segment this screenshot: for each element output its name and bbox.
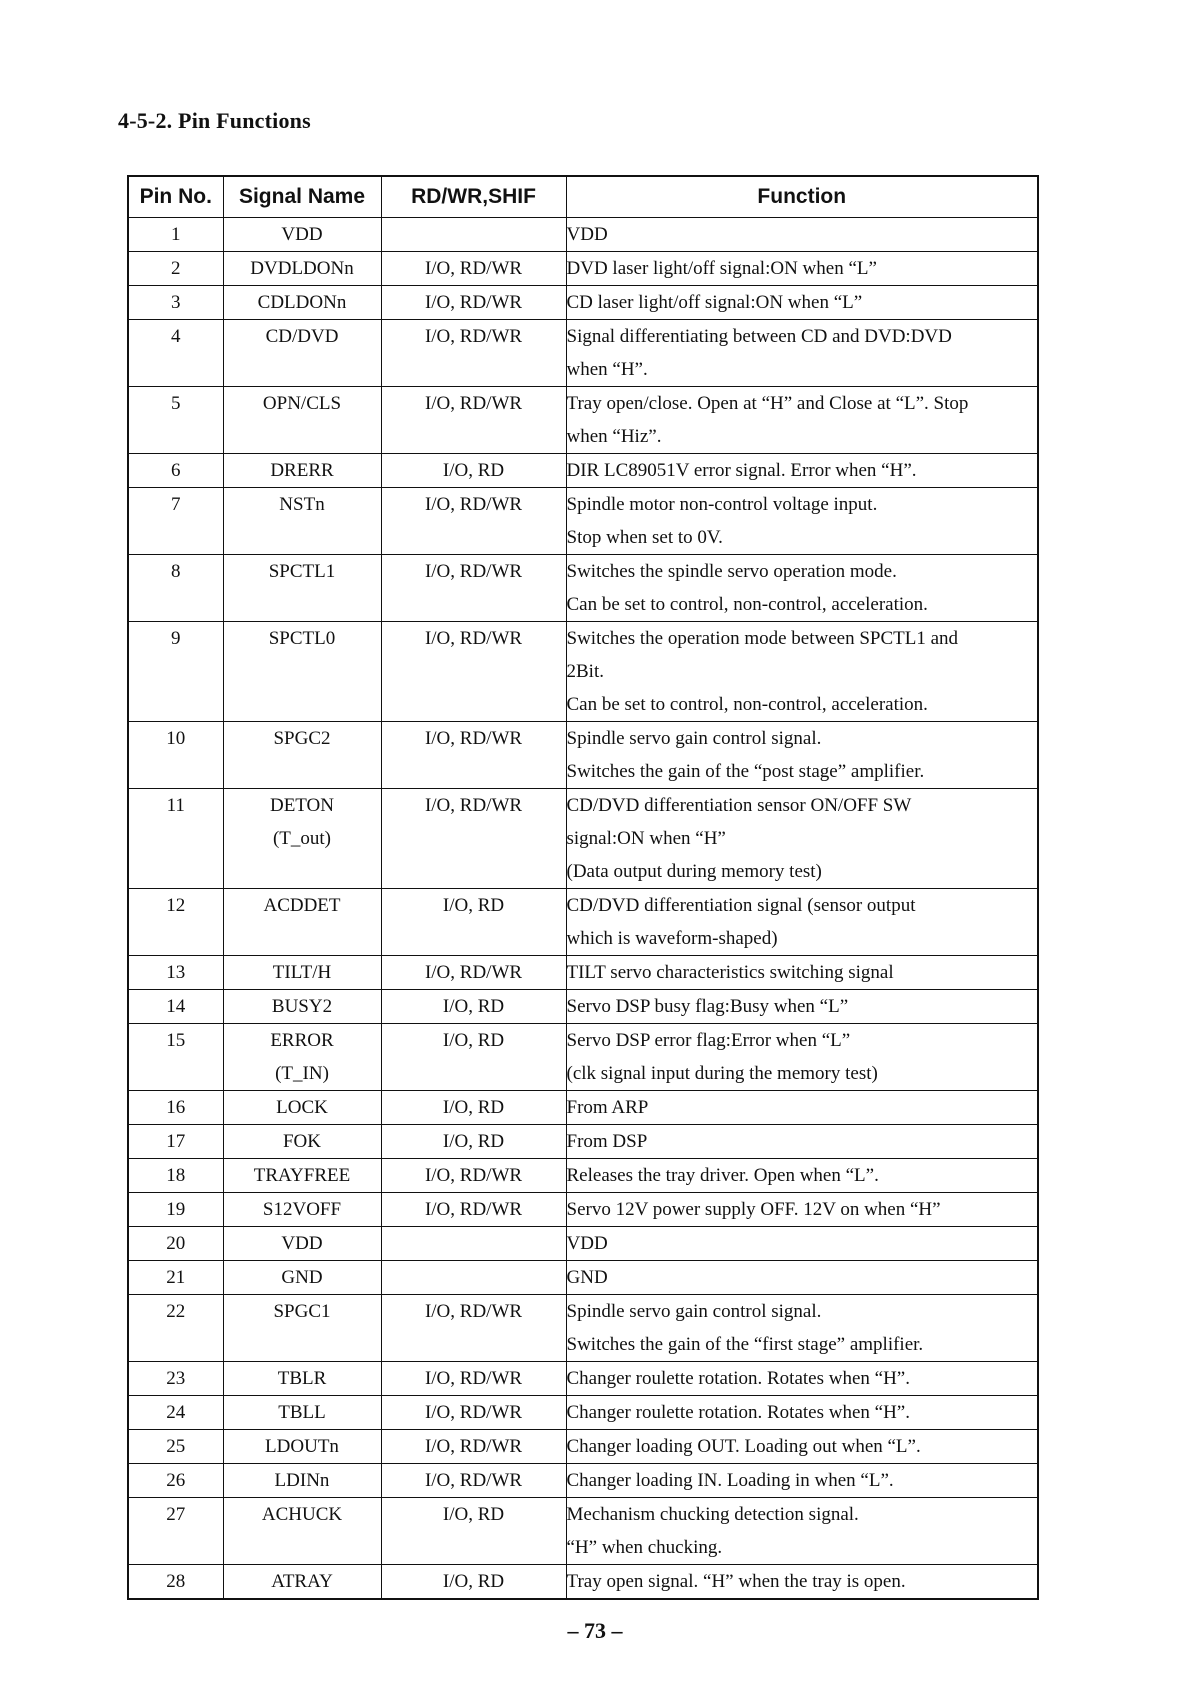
- signal-name-cell: [223, 454, 381, 488]
- function-line: GND: [566, 1267, 608, 1288]
- function-line: Changer roulette rotation. Rotates when “H”.: [566, 1368, 910, 1389]
- pin-number-cell: 3: [128, 286, 223, 320]
- signal-name-line: (T_IN): [275, 1063, 329, 1084]
- pin-number-cell: 26: [128, 1464, 223, 1498]
- rd-wr-cell: I/O, RD/WR: [381, 1396, 566, 1430]
- function-line: Mechanism chucking detection signal.: [566, 1504, 859, 1525]
- table-row: [128, 1295, 1038, 1362]
- table-body: [128, 218, 1038, 1600]
- function-line: CD laser light/off signal:ON when “L”: [566, 292, 863, 313]
- signal-name-cell: [223, 488, 381, 555]
- function-cell: [566, 387, 1038, 454]
- function-line: CD/DVD differentiation signal (sensor output: [566, 895, 916, 916]
- function-line: (Data output during memory test): [566, 861, 822, 882]
- page-number: – 73 –: [567, 1618, 623, 1643]
- function-line: Servo DSP busy flag:Busy when “L”: [566, 996, 849, 1017]
- function-cell: [566, 622, 1038, 722]
- function-line: Changer loading IN. Loading in when “L”.: [566, 1470, 894, 1491]
- signal-name-cell: [223, 387, 381, 454]
- table-row: [128, 320, 1038, 387]
- signal-name-cell: [223, 1091, 381, 1125]
- rd-wr-cell: I/O, RD/WR: [381, 1295, 566, 1362]
- function-line: CD/DVD differentiation sensor ON/OFF SW: [566, 795, 912, 816]
- function-line: (clk signal input during the memory test): [566, 1063, 878, 1084]
- function-line: Can be set to control, non-control, acceleration.: [566, 594, 928, 615]
- signal-name-cell: [223, 1193, 381, 1227]
- pin-number-cell: 11: [128, 789, 223, 889]
- signal-name-cell: [223, 1498, 381, 1565]
- pin-number-cell: 1: [128, 218, 223, 252]
- function-cell: [566, 1193, 1038, 1227]
- function-line: Spindle servo gain control signal.: [566, 1301, 822, 1322]
- function-line: 2Bit.: [566, 661, 604, 682]
- pin-number-cell: 22: [128, 1295, 223, 1362]
- table-row: [128, 722, 1038, 789]
- signal-name-cell: [223, 555, 381, 622]
- function-cell: [566, 1565, 1038, 1600]
- table-row: [128, 1464, 1038, 1498]
- table-row: [128, 789, 1038, 889]
- signal-name-cell: [223, 1464, 381, 1498]
- signal-name-line: OPN/CLS: [262, 393, 342, 414]
- table-row: [128, 1396, 1038, 1430]
- pin-number-cell: 20: [128, 1227, 223, 1261]
- function-cell: [566, 990, 1038, 1024]
- function-line: Releases the tray driver. Open when “L”.: [566, 1165, 879, 1186]
- signal-name-cell: [223, 1261, 381, 1295]
- rd-wr-cell: I/O, RD/WR: [381, 789, 566, 889]
- rd-wr-cell: [381, 1261, 566, 1295]
- function-line: signal:ON when “H”: [566, 828, 726, 849]
- function-line: Servo DSP error flag:Error when “L”: [566, 1030, 851, 1051]
- rd-wr-cell: I/O, RD: [381, 1024, 566, 1091]
- signal-name-cell: [223, 320, 381, 387]
- function-line: Signal differentiating between CD and DVD:DVD: [566, 326, 952, 347]
- pin-number-cell: 15: [128, 1024, 223, 1091]
- function-line: when “Hiz”.: [566, 426, 662, 447]
- table-row: [128, 286, 1038, 320]
- rd-wr-cell: I/O, RD: [381, 990, 566, 1024]
- function-cell: [566, 1125, 1038, 1159]
- table-row: [128, 1024, 1038, 1091]
- table-row: [128, 1193, 1038, 1227]
- function-cell: [566, 555, 1038, 622]
- table-row: [128, 1498, 1038, 1565]
- rd-wr-cell: I/O, RD: [381, 1498, 566, 1565]
- signal-name-cell: [223, 1362, 381, 1396]
- signal-name-cell: [223, 956, 381, 990]
- function-line: From ARP: [566, 1097, 649, 1118]
- signal-name-cell: [223, 1024, 381, 1091]
- header-pin-no: Pin No.: [128, 176, 223, 218]
- rd-wr-cell: I/O, RD/WR: [381, 1159, 566, 1193]
- function-line: Servo 12V power supply OFF. 12V on when “H”: [566, 1199, 941, 1220]
- pin-number-cell: 13: [128, 956, 223, 990]
- table-row: [128, 252, 1038, 286]
- signal-name-line: DVDLDONn: [250, 258, 354, 279]
- function-cell: [566, 1362, 1038, 1396]
- table-row: [128, 622, 1038, 722]
- signal-name-line: CD/DVD: [265, 326, 339, 347]
- signal-name-cell: [223, 889, 381, 956]
- signal-name-line: LDINn: [274, 1470, 330, 1491]
- signal-name-cell: [223, 789, 381, 889]
- pin-number-cell: 23: [128, 1362, 223, 1396]
- table-row: [128, 889, 1038, 956]
- pin-number-cell: 28: [128, 1565, 223, 1600]
- function-cell: [566, 1261, 1038, 1295]
- table-row: [128, 488, 1038, 555]
- rd-wr-cell: I/O, RD/WR: [381, 252, 566, 286]
- signal-name-cell: [223, 1227, 381, 1261]
- signal-name-line: SPCTL0: [268, 628, 336, 649]
- rd-wr-cell: I/O, RD: [381, 454, 566, 488]
- pin-number-cell: 14: [128, 990, 223, 1024]
- signal-name-line: (T_out): [272, 828, 332, 849]
- signal-name-line: ACHUCK: [261, 1504, 343, 1525]
- pin-number-cell: 8: [128, 555, 223, 622]
- pin-number-cell: 6: [128, 454, 223, 488]
- function-cell: [566, 1091, 1038, 1125]
- signal-name-line: TBLR: [277, 1368, 327, 1389]
- signal-name-cell: [223, 1430, 381, 1464]
- rd-wr-cell: I/O, RD/WR: [381, 488, 566, 555]
- signal-name-cell: [223, 252, 381, 286]
- signal-name-cell: [223, 1295, 381, 1362]
- function-cell: [566, 252, 1038, 286]
- function-line: Changer roulette rotation. Rotates when “H”.: [566, 1402, 910, 1423]
- signal-name-cell: [223, 286, 381, 320]
- rd-wr-cell: I/O, RD/WR: [381, 622, 566, 722]
- function-line: Switches the gain of the “post stage” amplifier.: [566, 761, 925, 782]
- header-function: Function: [566, 176, 1038, 218]
- function-line: Tray open signal. “H” when the tray is open.: [566, 1571, 906, 1592]
- function-cell: [566, 1498, 1038, 1565]
- function-line: From DSP: [566, 1131, 648, 1152]
- function-cell: [566, 889, 1038, 956]
- signal-name-line: ATRAY: [271, 1571, 333, 1592]
- table-row: [128, 387, 1038, 454]
- signal-name-line: TBLL: [278, 1402, 326, 1423]
- function-cell: [566, 1024, 1038, 1091]
- function-line: TILT servo characteristics switching signal: [566, 962, 894, 983]
- function-line: DIR LC89051V error signal. Error when “H”.: [566, 460, 917, 481]
- signal-name-line: LOCK: [276, 1097, 328, 1118]
- rd-wr-cell: I/O, RD/WR: [381, 1362, 566, 1396]
- pin-number-cell: 2: [128, 252, 223, 286]
- pin-number-cell: 4: [128, 320, 223, 387]
- pin-number-cell: 5: [128, 387, 223, 454]
- function-cell: [566, 1396, 1038, 1430]
- signal-name-cell: [223, 218, 381, 252]
- signal-name-line: TILT/H: [272, 962, 332, 983]
- pin-number-cell: 16: [128, 1091, 223, 1125]
- function-line: Switches the spindle servo operation mode.: [566, 561, 897, 582]
- function-line: Tray open/close. Open at “H” and Close at “L”. Stop: [566, 393, 969, 414]
- signal-name-line: DETON: [269, 795, 335, 816]
- rd-wr-cell: I/O, RD/WR: [381, 722, 566, 789]
- rd-wr-cell: I/O, RD/WR: [381, 387, 566, 454]
- table-row: [128, 1125, 1038, 1159]
- signal-name-line: S12VOFF: [262, 1199, 342, 1220]
- table-row: [128, 1430, 1038, 1464]
- function-cell: [566, 1159, 1038, 1193]
- signal-name-line: VDD: [281, 224, 323, 245]
- table-row: [128, 454, 1038, 488]
- table-row: [128, 1227, 1038, 1261]
- function-line: VDD: [566, 1233, 608, 1254]
- header-rd-wr: RD/WR,SHIF: [381, 176, 566, 218]
- function-line: which is waveform-shaped): [566, 928, 778, 949]
- table-row: [128, 218, 1038, 252]
- function-cell: [566, 789, 1038, 889]
- table-header-row: [128, 176, 1038, 218]
- function-line: Switches the operation mode between SPCTL1 and: [566, 628, 959, 649]
- rd-wr-cell: [381, 1227, 566, 1261]
- table-row: [128, 1565, 1038, 1600]
- signal-name-cell: [223, 1159, 381, 1193]
- table-row: [128, 956, 1038, 990]
- signal-name-line: CDLDONn: [257, 292, 347, 313]
- rd-wr-cell: I/O, RD: [381, 1125, 566, 1159]
- pin-number-cell: 25: [128, 1430, 223, 1464]
- rd-wr-cell: I/O, RD/WR: [381, 956, 566, 990]
- rd-wr-cell: I/O, RD: [381, 889, 566, 956]
- function-cell: [566, 218, 1038, 252]
- pin-number-cell: 10: [128, 722, 223, 789]
- rd-wr-cell: I/O, RD/WR: [381, 286, 566, 320]
- signal-name-line: ERROR: [270, 1030, 334, 1051]
- rd-wr-cell: [381, 218, 566, 252]
- pin-number-cell: 24: [128, 1396, 223, 1430]
- signal-name-cell: [223, 622, 381, 722]
- rd-wr-cell: I/O, RD: [381, 1565, 566, 1600]
- pin-number-cell: 12: [128, 889, 223, 956]
- signal-name-cell: [223, 1565, 381, 1600]
- signal-name-line: FOK: [282, 1131, 321, 1152]
- function-cell: [566, 1295, 1038, 1362]
- pin-number-cell: 19: [128, 1193, 223, 1227]
- function-cell: [566, 956, 1038, 990]
- table-row: [128, 555, 1038, 622]
- rd-wr-cell: I/O, RD/WR: [381, 1430, 566, 1464]
- function-cell: [566, 286, 1038, 320]
- signal-name-line: NSTn: [279, 494, 325, 515]
- rd-wr-cell: I/O, RD/WR: [381, 1464, 566, 1498]
- header-signal-name: Signal Name: [223, 176, 381, 218]
- function-cell: [566, 454, 1038, 488]
- table-row: [128, 1261, 1038, 1295]
- function-cell: [566, 722, 1038, 789]
- function-line: Spindle servo gain control signal.: [566, 728, 822, 749]
- table-row: [128, 1091, 1038, 1125]
- function-line: when “H”.: [566, 359, 648, 380]
- signal-name-line: GND: [281, 1267, 323, 1288]
- function-line: Switches the gain of the “first stage” amplifier.: [566, 1334, 924, 1355]
- signal-name-line: LDOUTn: [265, 1436, 339, 1457]
- signal-name-line: TRAYFREE: [253, 1165, 351, 1186]
- table-row: [128, 1159, 1038, 1193]
- signal-name-line: SPGC2: [273, 728, 331, 749]
- signal-name-line: ACDDET: [263, 895, 341, 916]
- function-cell: [566, 1464, 1038, 1498]
- signal-name-line: SPGC1: [273, 1301, 331, 1322]
- signal-name-cell: [223, 1125, 381, 1159]
- rd-wr-cell: I/O, RD/WR: [381, 555, 566, 622]
- signal-name-line: SPCTL1: [268, 561, 336, 582]
- table-row: [128, 990, 1038, 1024]
- signal-name-line: VDD: [281, 1233, 323, 1254]
- signal-name-line: DRERR: [270, 460, 334, 481]
- function-line: Stop when set to 0V.: [566, 527, 723, 548]
- function-cell: [566, 488, 1038, 555]
- function-cell: [566, 1227, 1038, 1261]
- function-line: Spindle motor non-control voltage input.: [566, 494, 878, 515]
- rd-wr-cell: I/O, RD/WR: [381, 320, 566, 387]
- pin-number-cell: 9: [128, 622, 223, 722]
- section-title: 4-5-2. Pin Functions: [118, 108, 311, 133]
- pin-number-cell: 7: [128, 488, 223, 555]
- table-row: [128, 1362, 1038, 1396]
- signal-name-cell: [223, 1396, 381, 1430]
- function-cell: [566, 1430, 1038, 1464]
- function-cell: [566, 320, 1038, 387]
- rd-wr-cell: I/O, RD: [381, 1091, 566, 1125]
- pin-number-cell: 17: [128, 1125, 223, 1159]
- function-line: “H” when chucking.: [566, 1537, 723, 1558]
- function-line: VDD: [566, 224, 608, 245]
- function-line: DVD laser light/off signal:ON when “L”: [566, 258, 877, 279]
- signal-name-cell: [223, 722, 381, 789]
- signal-name-line: BUSY2: [271, 996, 333, 1017]
- pin-number-cell: 18: [128, 1159, 223, 1193]
- function-line: Can be set to control, non-control, acceleration.: [566, 694, 928, 715]
- function-line: Changer loading OUT. Loading out when “L”.: [566, 1436, 921, 1457]
- pin-functions-table: [127, 175, 1039, 1600]
- pin-number-cell: 21: [128, 1261, 223, 1295]
- pin-number-cell: 27: [128, 1498, 223, 1565]
- rd-wr-cell: I/O, RD/WR: [381, 1193, 566, 1227]
- signal-name-cell: [223, 990, 381, 1024]
